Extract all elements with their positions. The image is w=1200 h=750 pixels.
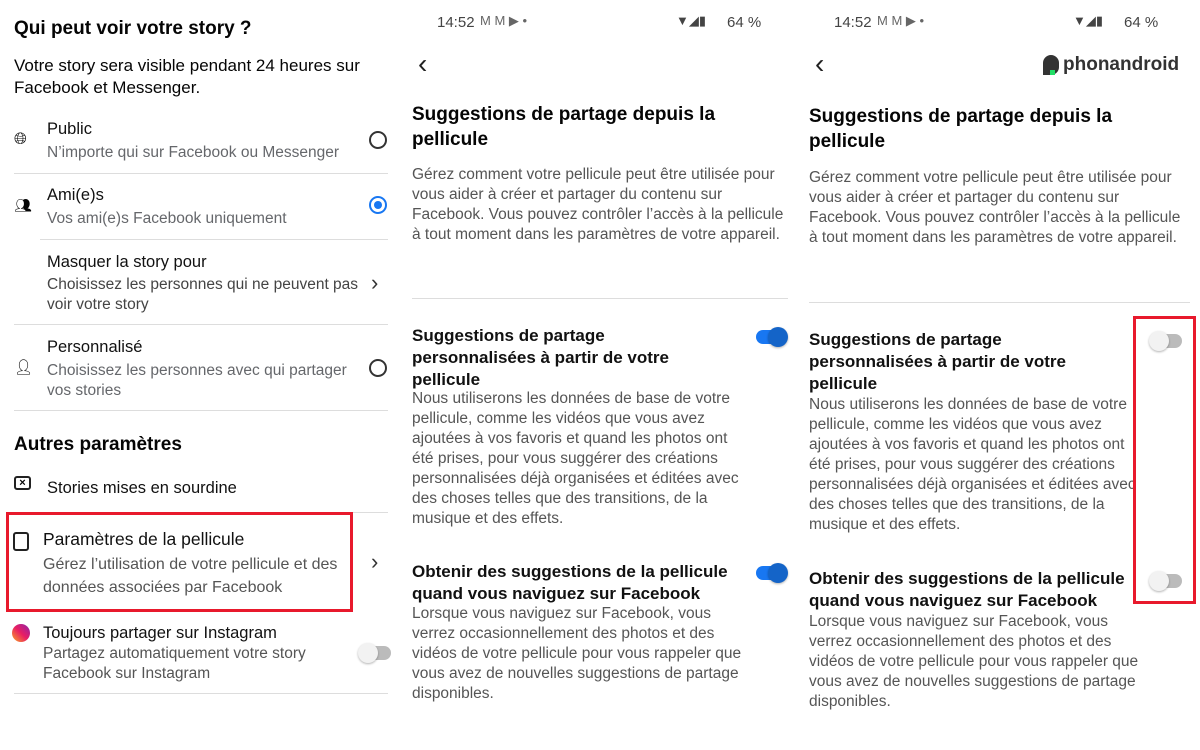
- story-audience-title: Qui peut voir votre story ?: [14, 18, 252, 39]
- status-time: 14:52: [834, 14, 872, 31]
- section-title: Obtenir des suggestions de la pellicule quand vous naviguez sur Facebook: [412, 562, 728, 603]
- custom-user-icon: 👤︎: [14, 359, 34, 376]
- option-sub: Vos ami(e)s Facebook uniquement: [47, 210, 287, 227]
- back-button[interactable]: ‹: [418, 48, 428, 79]
- instagram-sub: Partagez automatiquement votre story Facebook sur Instagram: [43, 645, 306, 682]
- logo-mark-icon: [1043, 55, 1059, 75]
- page-title: Suggestions de partage depuis la pellicule: [412, 104, 716, 150]
- highlight-box: [1133, 316, 1196, 604]
- signal-icons: ▼◢▮: [676, 13, 707, 28]
- section-body: Nous utiliserons les données de base de votre pellicule, comme les vidéos que vous avez ajoutées à vos favoris et quand les photos ont été prises, pour vous suggérer des créations personnalisées déjà organisées et éditées avec des choses telles que des transitions, de la musique et des effets.: [809, 396, 1136, 533]
- radio-public[interactable]: [369, 131, 387, 149]
- page-title: Suggestions de partage depuis la pellicule: [809, 106, 1113, 152]
- option-label: Personnalisé: [47, 338, 143, 356]
- brand-logo: phonandroid: [1043, 54, 1179, 76]
- browse-suggestions-toggle[interactable]: [756, 566, 786, 580]
- other-settings-title: Autres paramètres: [14, 434, 182, 455]
- chevron-right-icon: ›: [371, 270, 379, 295]
- page-description: Gérez comment votre pellicule peut être utilisée pour vous aider à créer et partager du contenu sur Facebook. Vous pouvez contrôler l’accès à la pellicule à tout moment dans les paramètres de votre appareil.: [809, 169, 1181, 246]
- instagram-label: Toujours partager sur Instagram: [43, 624, 277, 642]
- personalized-suggestions-toggle[interactable]: [756, 330, 786, 344]
- camera-roll-sub: Gérez l’utilisation de votre pellicule et des données associées par Facebook: [43, 556, 338, 596]
- section-body: Nous utiliserons les données de base de votre pellicule, comme les vidéos que vous avez ajoutées à vos favoris et quand les photos ont été prises, pour vous suggérer des créations personnalisées déjà organisées et éditées avec des choses telles que des transitions, de la musique et des effets.: [412, 390, 739, 527]
- option-label: Masquer la story pour: [47, 253, 207, 271]
- back-button[interactable]: ‹: [815, 48, 825, 79]
- muted-label: Stories mises en sourdine: [47, 479, 237, 497]
- camera-roll-label: Paramètres de la pellicule: [43, 529, 245, 549]
- option-label: Ami(e)s: [47, 186, 104, 204]
- status-time: 14:52: [437, 14, 475, 31]
- section-body: Lorsque vous naviguez sur Facebook, vous verrez occasionnellement des photos et des vidéos de votre pellicule pour vous rappeler que vous avez de nouvelles suggestions de partage disponibles.: [809, 613, 1139, 710]
- section-title: Obtenir des suggestions de la pellicule quand vous naviguez sur Facebook: [809, 569, 1125, 610]
- friends-icon: 👥︎: [14, 197, 32, 213]
- chevron-right-icon: ›: [371, 549, 379, 574]
- battery-level: 64 %: [1124, 14, 1159, 31]
- option-sub: Choisissez les personnes qui ne peuvent pas voir votre story: [47, 276, 359, 313]
- close-box-icon: ×: [14, 476, 31, 490]
- signal-icons: ▼◢▮: [1073, 13, 1104, 28]
- radio-custom[interactable]: [369, 359, 387, 377]
- image-icon: [13, 532, 29, 551]
- story-intro: Votre story sera visible pendant 24 heures sur Facebook et Messenger.: [14, 56, 360, 97]
- page-description: Gérez comment votre pellicule peut être utilisée pour vous aider à créer et partager du contenu sur Facebook. Vous pouvez contrôler l’accès à la pellicule à tout moment dans les paramètres de votre appareil.: [412, 166, 784, 243]
- instagram-icon: [12, 624, 30, 642]
- section-title: Suggestions de partage personnalisées à partir de votre pellicule: [809, 330, 1066, 393]
- battery-level: 64 %: [727, 14, 762, 31]
- option-sub: Choisissez les personnes avec qui partager vos stories: [47, 362, 347, 399]
- notification-icons: M M ▶ •: [877, 13, 925, 28]
- section-title: Suggestions de partage personnalisées à partir de votre pellicule: [412, 326, 669, 389]
- section-body: Lorsque vous naviguez sur Facebook, vous verrez occasionnellement des photos et des vidéos de votre pellicule pour vous rappeler que vous avez de nouvelles suggestions de partage disponibles.: [412, 605, 742, 702]
- radio-friends[interactable]: [369, 196, 387, 214]
- option-label: Public: [47, 120, 92, 138]
- instagram-toggle[interactable]: [361, 646, 391, 660]
- option-sub: N’importe qui sur Facebook ou Messenger: [47, 144, 340, 161]
- notification-icons: M M ▶ •: [480, 13, 528, 28]
- globe-icon: 🌐︎: [14, 131, 27, 148]
